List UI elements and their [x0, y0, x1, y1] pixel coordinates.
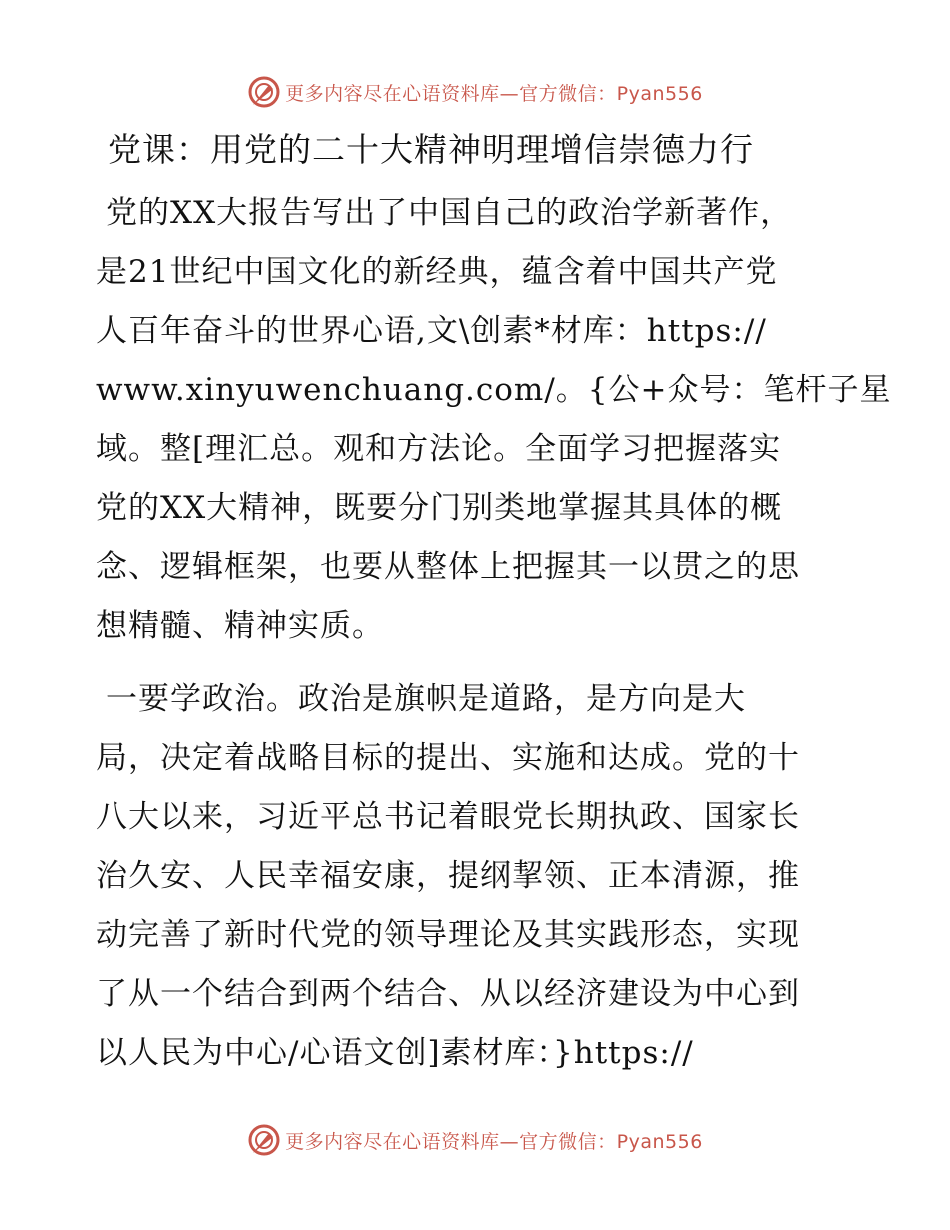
pen-logo-icon [247, 1123, 281, 1157]
pen-logo-icon [247, 75, 281, 109]
paragraph-line: 了从一个结合到两个结合、从以经济建设为中心到 [96, 976, 800, 1012]
paragraph-2 [96, 670, 856, 1083]
paragraph-line: 域。整[理汇总。观和方法论。全面学习把握落实 [96, 431, 782, 467]
paragraph-line: 念、逻辑框架，也要从整体上把握其一以贯之的思 [96, 549, 800, 585]
paragraph-line: 党的XX大精神，既要分门别类地掌握其具体的概 [96, 490, 783, 526]
paragraph-line: 以人民为中心/心语文创]素材库：}https:// [96, 1035, 694, 1071]
document-title: 党课：用党的二十大精神明理增信崇德力行 [108, 130, 754, 169]
watermark-text: 更多内容尽在心语资料库—官方微信：Pyan556 [285, 1130, 703, 1153]
paragraph-line: 治久安、人民幸福安康，提纲挈领、正本清源，推 [96, 858, 800, 894]
paragraph-line: 是21世纪中国文化的新经典，蕴含着中国共产党 [96, 254, 778, 290]
paragraph-line: 想精髓、精神实质。 [96, 608, 384, 644]
paragraph-line: 八大以来，习近平总书记着眼党长期执政、国家长 [96, 799, 800, 835]
paragraph-line: 局，决定着战略目标的提出、实施和达成。党的十 [96, 740, 800, 776]
paragraph-line: 党的XX大报告写出了中国自己的政治学新著作， [106, 195, 793, 231]
watermark-text: 更多内容尽在心语资料库—官方微信：Pyan556 [285, 82, 703, 105]
footer-watermark-banner [0, 1118, 950, 1162]
paragraph-line: 一要学政治。政治是旗帜是道路，是方向是大 [106, 681, 746, 717]
document-body [96, 122, 892, 1083]
paragraph-line: 动完善了新时代党的领导理论及其实践形态，实现 [96, 917, 800, 953]
header-watermark-banner [0, 70, 950, 114]
paragraph-line: 人百年奋斗的世界心语,文\创素*材库：https:// [96, 313, 767, 349]
paragraph-line: www.xinyuwenchuang.com/。{公+众号：笔杆子星 [96, 372, 892, 408]
paragraph-1 [96, 184, 892, 656]
